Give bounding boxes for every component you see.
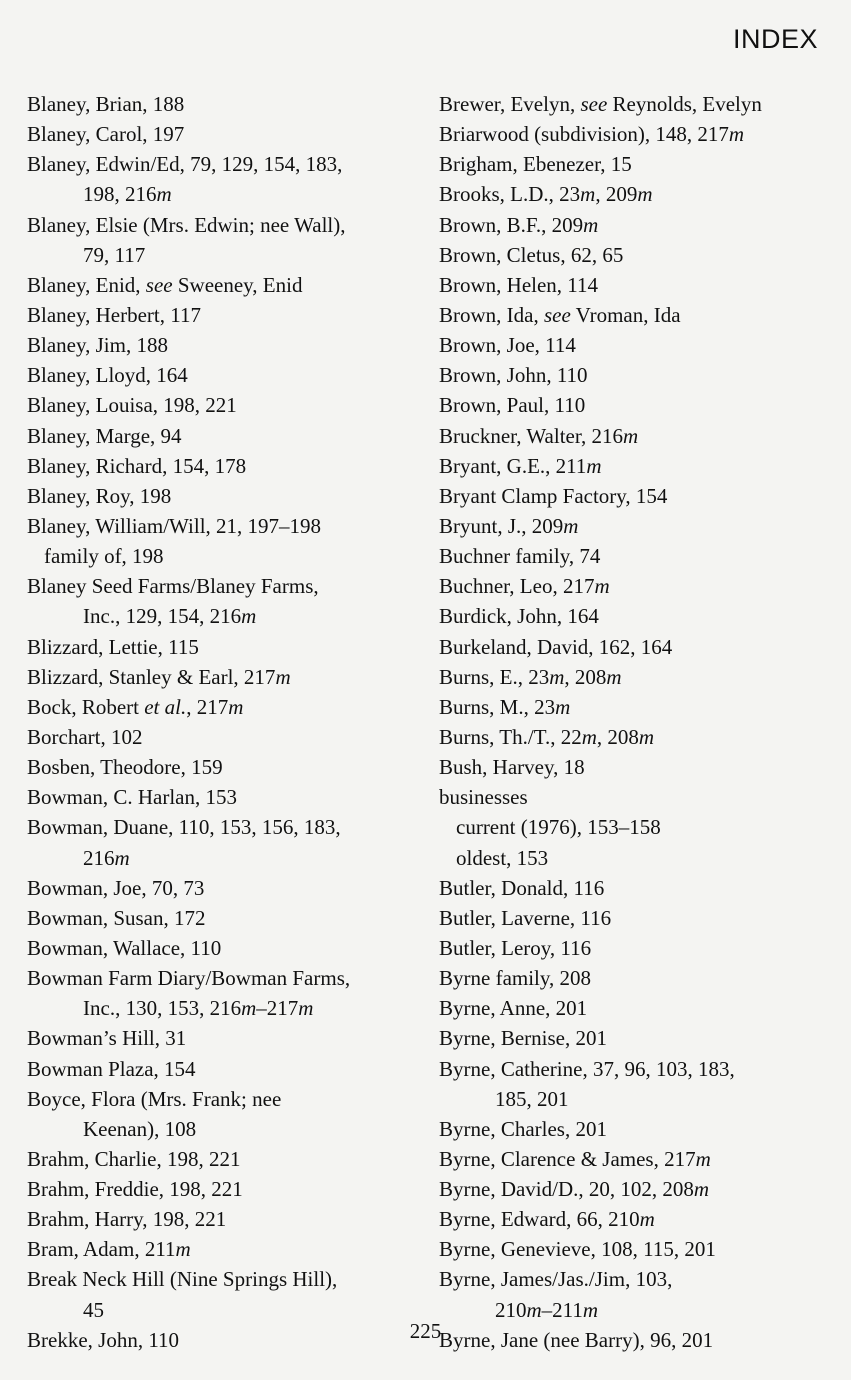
index-entry: Briarwood (subdivision), 148, 217m bbox=[439, 122, 745, 147]
index-entry: Buchner family, 74 bbox=[439, 544, 601, 569]
index-entry: Byrne, Jane (nee Barry), 96, 201 bbox=[439, 1327, 714, 1352]
index-entry: Bryant Clamp Factory, 154 bbox=[439, 483, 668, 508]
index-entry: Brooks, L.D., 23m, 209m bbox=[439, 182, 653, 207]
index-entry: Bowman, C. Harlan, 153 bbox=[27, 785, 237, 810]
index-entry: Blaney, Elsie (Mrs. Edwin; nee Wall), bbox=[27, 212, 346, 237]
index-entry: Blizzard, Lettie, 115 bbox=[27, 634, 199, 659]
index-entry: Bock, Robert et al., 217m bbox=[27, 694, 244, 719]
index-entry: Brahm, Harry, 198, 221 bbox=[27, 1207, 227, 1232]
index-entry: Brahm, Charlie, 198, 221 bbox=[27, 1146, 241, 1171]
index-entry: Brahm, Freddie, 198, 221 bbox=[27, 1177, 243, 1202]
index-entry: Blaney Seed Farms/Blaney Farms, bbox=[27, 574, 319, 599]
index-entry: Blaney, William/Will, 21, 197–198 bbox=[27, 513, 322, 538]
index-entry: Burns, M., 23m bbox=[439, 694, 571, 719]
index-entry: Blaney, Roy, 198 bbox=[27, 483, 172, 508]
index-entry: 185, 201 bbox=[495, 1086, 569, 1111]
index-entry: Byrne, Charles, 201 bbox=[439, 1116, 607, 1141]
index-entry: Byrne, James/Jas./Jim, 103, bbox=[439, 1267, 673, 1292]
index-entry: Burkeland, David, 162, 164 bbox=[439, 634, 673, 659]
index-entry: Bowman’s Hill, 31 bbox=[27, 1026, 187, 1051]
index-heading: INDEX bbox=[732, 24, 818, 54]
index-entry: Borchart, 102 bbox=[27, 724, 143, 749]
index-entry: 216m bbox=[83, 845, 130, 870]
index-entry: Byrne, Genevieve, 108, 115, 201 bbox=[439, 1237, 716, 1262]
index-entry: Bowman Farm Diary/Bowman Farms, bbox=[27, 966, 351, 991]
index-entry: Boyce, Flora (Mrs. Frank; nee bbox=[27, 1086, 282, 1111]
index-entry: Blaney, Lloyd, 164 bbox=[27, 363, 188, 388]
index-entry: Blaney, Jim, 188 bbox=[27, 333, 168, 358]
index-entry: Butler, Donald, 116 bbox=[439, 875, 605, 900]
index-entry: Byrne, Edward, 66, 210m bbox=[439, 1207, 655, 1232]
index-entry: Brown, Paul, 110 bbox=[439, 393, 586, 418]
index-entry: Butler, Laverne, 116 bbox=[439, 905, 612, 930]
index-entry: Burns, E., 23m, 208m bbox=[439, 664, 622, 689]
index-entry: Bowman, Joe, 70, 73 bbox=[27, 875, 205, 900]
index-entry: Bram, Adam, 211m bbox=[27, 1237, 191, 1262]
index-entry: Brekke, John, 110 bbox=[27, 1327, 180, 1352]
index-entry: family of, 198 bbox=[44, 544, 164, 569]
index-entry: Brown, Joe, 114 bbox=[439, 333, 576, 358]
index-entry: Buchner, Leo, 217m bbox=[439, 574, 610, 599]
index-entry: current (1976), 153–158 bbox=[456, 815, 661, 840]
index-entry: Burns, Th./T., 22m, 208m bbox=[439, 724, 655, 749]
index-entry: Byrne, Bernise, 201 bbox=[439, 1026, 607, 1051]
index-entry: Bryunt, J., 209m bbox=[439, 513, 579, 538]
index-entry: Byrne family, 208 bbox=[439, 966, 592, 991]
index-entry: Byrne, David/D., 20, 102, 208m bbox=[439, 1177, 710, 1202]
page-number: 225 bbox=[409, 1319, 442, 1343]
index-entry: Bowman, Duane, 110, 153, 156, 183, bbox=[27, 815, 341, 840]
index-column-right bbox=[439, 89, 839, 1355]
index-entry: Bush, Harvey, 18 bbox=[439, 755, 585, 780]
index-entry: oldest, 153 bbox=[456, 845, 549, 870]
index-entry: 210m–211m bbox=[495, 1297, 599, 1322]
index-entry: Blaney, Louisa, 198, 221 bbox=[27, 393, 237, 418]
index-entry: Brewer, Evelyn, see Reynolds, Evelyn bbox=[439, 92, 762, 116]
index-entry: Blaney, Carol, 197 bbox=[27, 122, 185, 147]
index-entry: 198, 216m bbox=[83, 182, 172, 207]
index-entry: Bryant, G.E., 211m bbox=[439, 453, 602, 478]
index-entry: Blaney, Marge, 94 bbox=[27, 423, 182, 448]
index-entry: Blaney, Edwin/Ed, 79, 129, 154, 183, bbox=[27, 152, 343, 177]
index-entry: Byrne, Clarence & James, 217m bbox=[439, 1146, 711, 1171]
index-entry: Keenan), 108 bbox=[83, 1116, 197, 1141]
index-entry: Blaney, Brian, 188 bbox=[27, 92, 185, 116]
index-entry: Bowman Plaza, 154 bbox=[27, 1056, 196, 1081]
index-entry: Butler, Leroy, 116 bbox=[439, 935, 592, 960]
index-entry: Bosben, Theodore, 159 bbox=[27, 755, 223, 780]
index-entry: Inc., 129, 154, 216m bbox=[83, 604, 257, 629]
index-entry: businesses bbox=[439, 785, 528, 810]
index-entry: Burdick, John, 164 bbox=[439, 604, 599, 629]
index-entry: Blaney, Enid, see Sweeney, Enid bbox=[27, 272, 303, 297]
index-entry: Blizzard, Stanley & Earl, 217m bbox=[27, 664, 291, 689]
index-entry: Brigham, Ebenezer, 15 bbox=[439, 152, 632, 177]
index-entry: Brown, Ida, see Vroman, Ida bbox=[439, 302, 681, 327]
index-entry: Byrne, Catherine, 37, 96, 103, 183, bbox=[439, 1056, 735, 1081]
index-entry: Blaney, Herbert, 117 bbox=[27, 302, 201, 327]
index-entry: Brown, John, 110 bbox=[439, 363, 588, 388]
index-entry: Bowman, Wallace, 110 bbox=[27, 935, 222, 960]
index-entry: Inc., 130, 153, 216m–217m bbox=[83, 996, 314, 1021]
index-entry: 45 bbox=[83, 1297, 104, 1322]
index-column-left bbox=[27, 89, 422, 1355]
index-entry: Bowman, Susan, 172 bbox=[27, 905, 206, 930]
index-entry: Bruckner, Walter, 216m bbox=[439, 423, 639, 448]
index-entry: Byrne, Anne, 201 bbox=[439, 996, 588, 1021]
index-entry: Break Neck Hill (Nine Springs Hill), bbox=[27, 1267, 338, 1292]
index-entry: Brown, B.F., 209m bbox=[439, 212, 599, 237]
index-entry: 79, 117 bbox=[83, 242, 146, 267]
index-entry: Brown, Helen, 114 bbox=[439, 272, 599, 297]
index-entry: Brown, Cletus, 62, 65 bbox=[439, 242, 624, 267]
index-entry: Blaney, Richard, 154, 178 bbox=[27, 453, 247, 478]
